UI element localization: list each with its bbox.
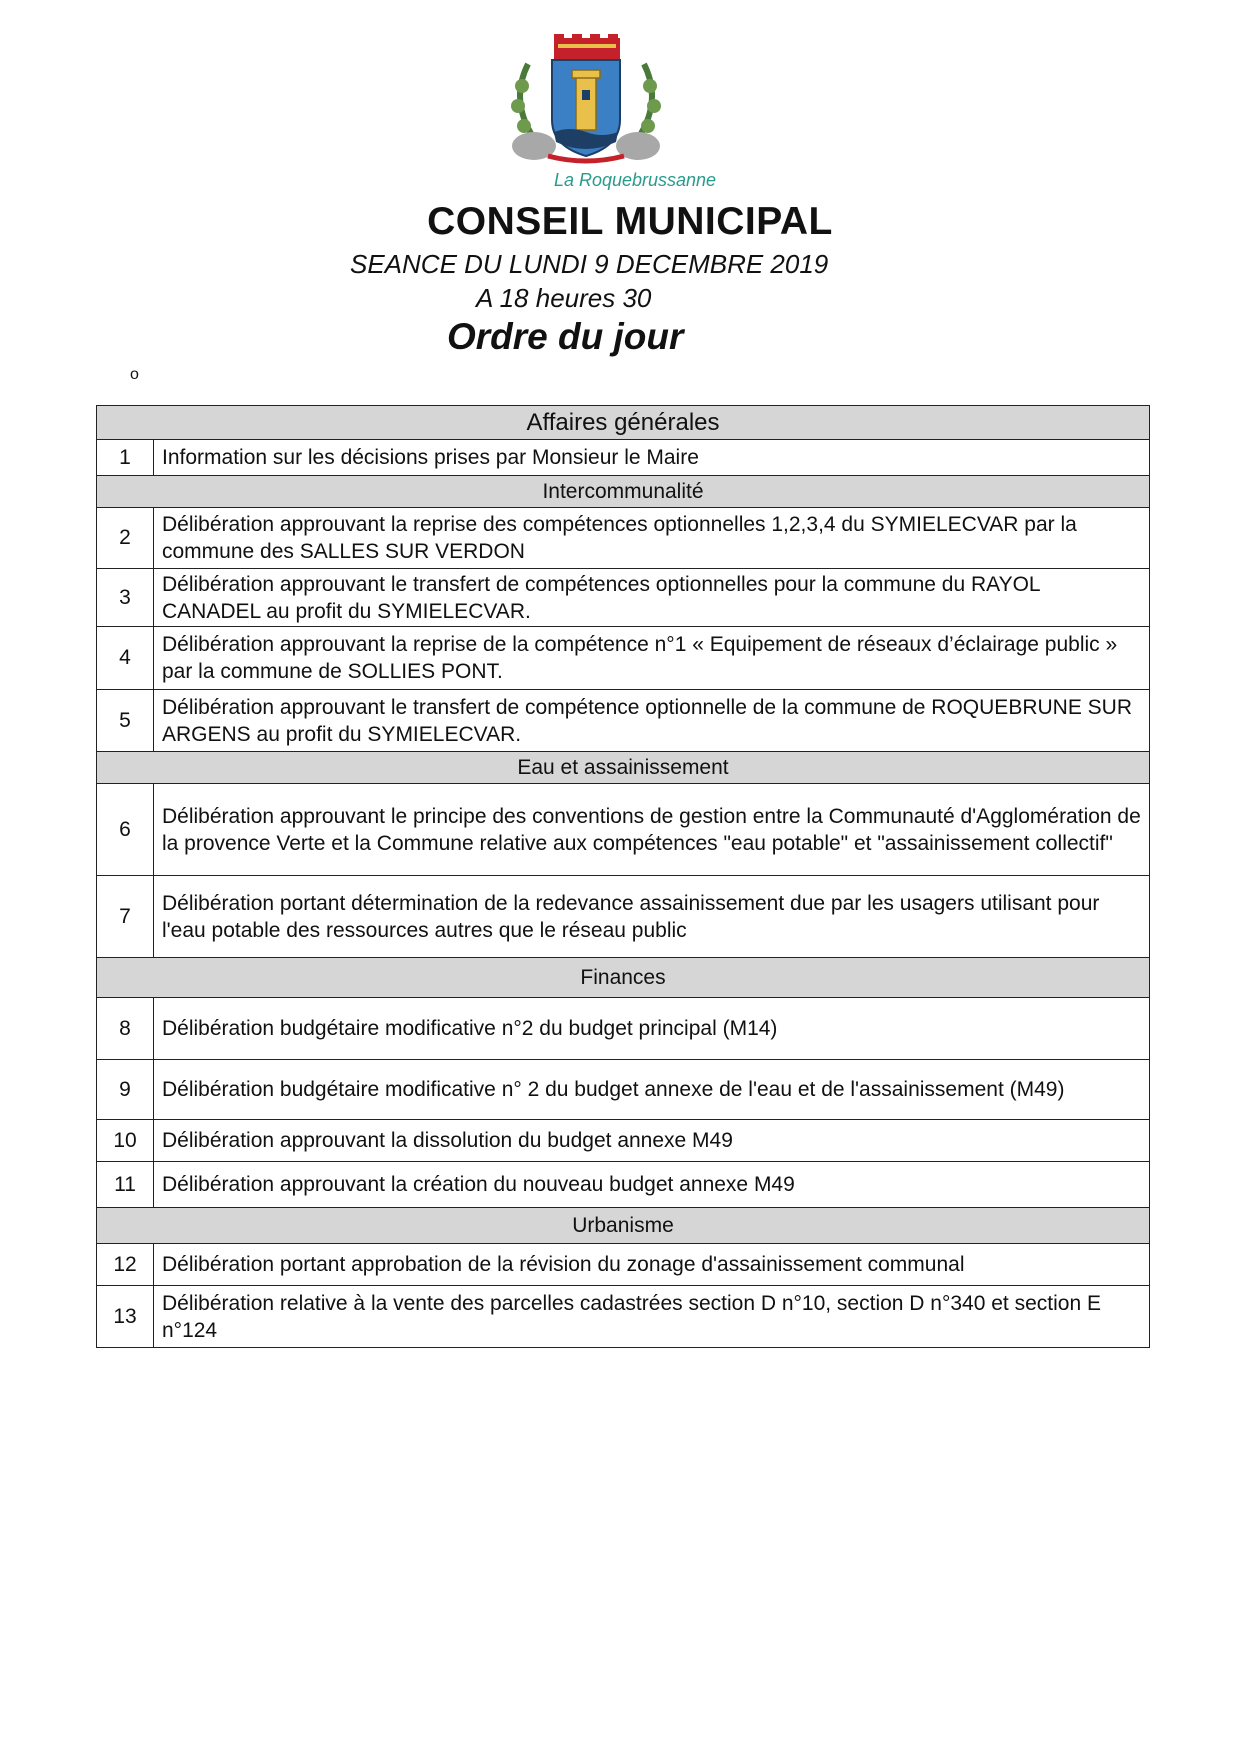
section-title: Affaires générales [97,406,1150,440]
agenda-row [97,508,1150,569]
item-number: 10 [97,1120,154,1162]
section-title: Urbanisme [97,1208,1150,1244]
item-number: 9 [97,1060,154,1120]
item-number: 13 [97,1286,154,1348]
item-number: 11 [97,1162,154,1208]
item-text: Délibération portant détermination de la redevance assainissement due par les usagers utilisant pour l'eau potable des ressources autres que le réseau public [154,876,1150,958]
agenda-row [97,1244,1150,1286]
agenda-row [97,690,1150,752]
town-name: La Roquebrussanne [553,170,717,190]
item-text: Délibération relative à la vente des parcelles cadastrées section D n°10, section D n°340 et section E n°124 [154,1286,1150,1348]
section-header [97,752,1150,784]
coat-of-arms-logo [488,34,684,166]
item-text: Délibération approuvant le transfert de compétence optionnelle de la commune de ROQUEBRUNE SUR ARGENS au profit du SYMIELECVAR. [154,690,1150,752]
agenda-row [97,1120,1150,1162]
item-text: Délibération approuvant le principe des conventions de gestion entre la Communauté d'Agglomération de la provence Verte et la Commune relative aux compétences "eau potable" et "assainissement collectif" [154,784,1150,876]
agenda-title: Ordre du jour [447,316,684,357]
agenda-table [96,405,1150,1348]
item-number: 7 [97,876,154,958]
item-text: Délibération approuvant la dissolution du budget annexe M49 [154,1120,1150,1162]
item-text: Délibération budgétaire modificative n°2 du budget principal (M14) [154,998,1150,1060]
item-number: 12 [97,1244,154,1286]
section-title: Intercommunalité [97,476,1150,508]
item-text: Délibération approuvant la reprise des compétences optionnelles 1,2,3,4 du SYMIELECVAR par la commune des SALLES SUR VERDON [154,508,1150,569]
item-text: Délibération approuvant le transfert de compétences optionnelles pour la commune du RAYOL CANADEL au profit du SYMIELECVAR. [154,569,1150,627]
section-header [97,958,1150,998]
item-number: 1 [97,440,154,476]
item-number: 6 [97,784,154,876]
agenda-row [97,440,1150,476]
bullet-mark: o [130,366,139,383]
session-time: A 18 heures 30 [476,283,652,313]
agenda-row [97,784,1150,876]
item-number: 2 [97,508,154,569]
section-header [97,1208,1150,1244]
agenda-row [97,876,1150,958]
item-text: Délibération approuvant la création du nouveau budget annexe M49 [154,1162,1150,1208]
item-number: 5 [97,690,154,752]
agenda-row [97,1286,1150,1348]
item-text: Délibération approuvant la reprise de la compétence n°1 « Equipement de réseaux d’éclairage public » par la commune de SOLLIES PONT. [154,627,1150,690]
agenda-row [97,569,1150,627]
item-text: Délibération portant approbation de la révision du zonage d'assainissement communal [154,1244,1150,1286]
item-number: 3 [97,569,154,627]
section-title: Finances [97,958,1150,998]
session-date: SEANCE DU LUNDI 9 DECEMBRE 2019 [350,249,829,279]
item-number: 8 [97,998,154,1060]
agenda-row [97,1060,1150,1120]
agenda-row [97,627,1150,690]
item-text: Information sur les décisions prises par Monsieur le Maire [154,440,1150,476]
item-text: Délibération budgétaire modificative n° 2 du budget annexe de l'eau et de l'assainissement (M49) [154,1060,1150,1120]
agenda-row [97,1162,1150,1208]
item-number: 4 [97,627,154,690]
section-header [97,406,1150,440]
page-title: CONSEIL MUNICIPAL [427,200,833,243]
agenda-row [97,998,1150,1060]
section-header [97,476,1150,508]
section-title: Eau et assainissement [97,752,1150,784]
